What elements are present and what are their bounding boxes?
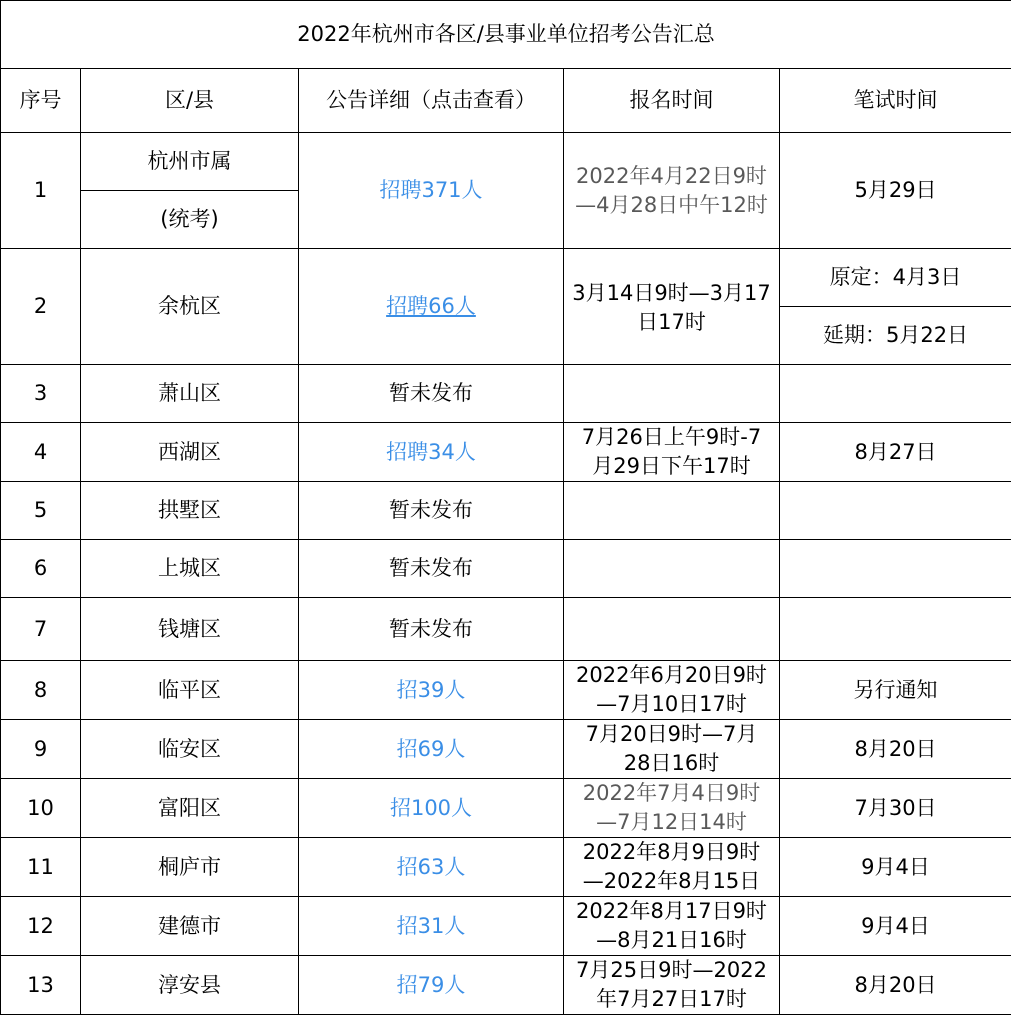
notice-link[interactable]: 招63人: [299, 838, 564, 897]
row-district: 萧山区: [81, 365, 299, 423]
signup-line: —7月12日14时: [568, 808, 775, 837]
table-row: [1, 779, 1011, 838]
row-signup: [564, 133, 780, 249]
row-signup: [564, 249, 780, 365]
table-row: [1, 540, 1011, 598]
notice-link[interactable]: 招聘371人: [299, 133, 564, 249]
row-district: 临安区: [81, 720, 299, 779]
row-no: 13: [1, 956, 81, 1015]
signup-line: 月29日下午17时: [568, 452, 775, 481]
notice-link[interactable]: 招100人: [299, 779, 564, 838]
row-exam: 9月4日: [780, 897, 1011, 956]
row-no: 12: [1, 897, 81, 956]
signup-line: 2022年7月4日9时: [568, 779, 775, 808]
row-exam: 8月20日: [780, 956, 1011, 1015]
table-row: [1, 838, 1011, 897]
signup-line: 年7月27日17时: [568, 985, 775, 1014]
header-notice: 公告详细（点击查看）: [299, 69, 564, 133]
row-district: 西湖区: [81, 423, 299, 482]
row-district: 上城区: [81, 540, 299, 598]
signup-line: 7月26日上午9时-7: [568, 423, 775, 452]
row-notice: 暂未发布: [299, 482, 564, 540]
row-signup: [564, 779, 780, 838]
row-exam: [780, 482, 1011, 540]
row-no: 5: [1, 482, 81, 540]
row-exam: 7月30日: [780, 779, 1011, 838]
row-no: 11: [1, 838, 81, 897]
signup-line: 2022年6月20日9时: [568, 661, 775, 690]
header-exam: 笔试时间: [780, 69, 1011, 133]
row-no: 9: [1, 720, 81, 779]
row-no: 4: [1, 423, 81, 482]
row-signup: [564, 720, 780, 779]
row-no: 6: [1, 540, 81, 598]
notice-link[interactable]: 招69人: [299, 720, 564, 779]
row-district: 余杭区: [81, 249, 299, 365]
row-no: 2: [1, 249, 81, 365]
table-title: 2022年杭州市各区/县事业单位招考公告汇总: [1, 1, 1011, 69]
table-row: [1, 956, 1011, 1015]
header-district: 区/县: [81, 69, 299, 133]
signup-line: —7月10日17时: [568, 690, 775, 719]
signup-line: 28日16时: [568, 749, 775, 778]
row-exam: 8月20日: [780, 720, 1011, 779]
signup-line: 3月14日9时—3月17: [568, 279, 775, 308]
row-exam: [780, 598, 1011, 661]
row-exam-original: 原定：4月3日: [780, 249, 1011, 307]
row-notice: 暂未发布: [299, 365, 564, 423]
row-exam: 9月4日: [780, 838, 1011, 897]
signup-line: 日17时: [568, 308, 775, 337]
signup-line: 2022年8月9日9时: [568, 838, 775, 867]
row-district-note: (统考): [81, 191, 299, 249]
row-no: 8: [1, 661, 81, 720]
row-notice: 暂未发布: [299, 598, 564, 661]
table-row: [1, 482, 1011, 540]
row-no: 1: [1, 133, 81, 249]
row-district: 拱墅区: [81, 482, 299, 540]
row-signup: [564, 897, 780, 956]
row-no: 3: [1, 365, 81, 423]
row-district: 杭州市属: [81, 133, 299, 191]
table-row: [1, 423, 1011, 482]
row-signup: [564, 838, 780, 897]
row-exam: [780, 365, 1011, 423]
row-signup: [564, 661, 780, 720]
row-district: 淳安县: [81, 956, 299, 1015]
signup-line: 7月25日9时—2022: [568, 956, 775, 985]
row-exam: 5月29日: [780, 133, 1011, 249]
header-row: [1, 69, 1011, 133]
header-signup: 报名时间: [564, 69, 780, 133]
notice-link[interactable]: 招79人: [299, 956, 564, 1015]
row-no: 7: [1, 598, 81, 661]
row-district: 富阳区: [81, 779, 299, 838]
row-exam: 另行通知: [780, 661, 1011, 720]
row-signup: [564, 956, 780, 1015]
notice-link[interactable]: 招31人: [299, 897, 564, 956]
table-row: [1, 661, 1011, 720]
notice-link[interactable]: 招聘34人: [299, 423, 564, 482]
table-row: [1, 720, 1011, 779]
signup-line: —8月21日16时: [568, 926, 775, 955]
notice-link[interactable]: 招聘66人: [299, 249, 564, 365]
notice-link[interactable]: 招39人: [299, 661, 564, 720]
row-exam-postponed: 延期：5月22日: [780, 307, 1011, 365]
table-row: [1, 897, 1011, 956]
row-district: 桐庐市: [81, 838, 299, 897]
row-exam: [780, 540, 1011, 598]
table-row: [1, 133, 1011, 191]
signup-line: —4月28日中午12时: [568, 191, 775, 220]
row-exam: 8月27日: [780, 423, 1011, 482]
row-notice: 暂未发布: [299, 540, 564, 598]
title-row: [1, 1, 1011, 69]
row-no: 10: [1, 779, 81, 838]
row-district: 钱塘区: [81, 598, 299, 661]
table-row: [1, 598, 1011, 661]
row-district: 建德市: [81, 897, 299, 956]
signup-line: 7月20日9时—7月: [568, 720, 775, 749]
signup-line: 2022年4月22日9时: [568, 162, 775, 191]
row-signup: [564, 540, 780, 598]
row-signup: [564, 482, 780, 540]
table-row: [1, 249, 1011, 307]
signup-line: 2022年8月17日9时: [568, 897, 775, 926]
header-no: 序号: [1, 69, 81, 133]
row-signup: [564, 365, 780, 423]
row-district: 临平区: [81, 661, 299, 720]
row-signup: [564, 598, 780, 661]
signup-line: —2022年8月15日: [568, 867, 775, 896]
table-row: [1, 365, 1011, 423]
row-signup: [564, 423, 780, 482]
